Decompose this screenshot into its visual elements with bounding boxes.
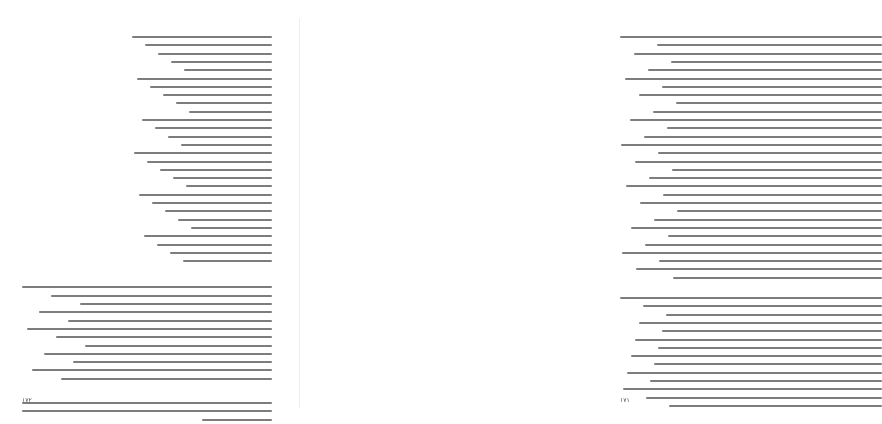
text-line [667, 127, 882, 129]
text-line [152, 202, 272, 204]
text-line [202, 419, 272, 421]
text-line [51, 295, 272, 297]
text-line [22, 402, 272, 404]
text-line [85, 345, 272, 347]
text-line [184, 69, 272, 71]
text-line [663, 194, 882, 196]
text-line [132, 36, 272, 38]
text-line [627, 372, 882, 374]
text-line [622, 252, 882, 254]
text-line [673, 277, 882, 279]
text-line [137, 78, 272, 80]
text-line [648, 69, 882, 71]
text-line [639, 322, 882, 324]
text-line [168, 136, 272, 138]
text-line [61, 378, 272, 380]
text-line [630, 119, 882, 121]
text-line [44, 353, 272, 355]
text-line [165, 210, 272, 212]
text-line [160, 169, 272, 171]
text-line [639, 94, 882, 96]
text-line [176, 102, 272, 104]
text-line [191, 227, 272, 229]
text-line [27, 328, 272, 330]
text-line [134, 152, 272, 154]
text-line [186, 185, 272, 187]
text-line [662, 86, 882, 88]
text-line [631, 355, 882, 357]
text-line [178, 219, 272, 221]
text-line [635, 161, 882, 163]
text-line [189, 111, 272, 113]
text-line [649, 177, 882, 179]
text-line [625, 78, 882, 80]
text-line [635, 339, 882, 341]
text-line [183, 260, 272, 262]
text-line [170, 252, 272, 254]
text-line [39, 311, 272, 313]
text-line [668, 235, 882, 237]
text-line [634, 53, 882, 55]
text-line [144, 235, 272, 237]
text-line [171, 61, 272, 63]
text-line [646, 397, 882, 399]
text-line [626, 185, 882, 187]
text-line [636, 268, 882, 270]
text-line [654, 363, 882, 365]
text-line [640, 202, 882, 204]
text-line [22, 410, 272, 412]
text-line [163, 94, 272, 96]
text-line [145, 44, 272, 46]
text-line [650, 380, 882, 382]
text-line [645, 244, 882, 246]
text-line [150, 86, 272, 88]
text-line [620, 36, 882, 38]
text-line [653, 111, 882, 113]
text-line [669, 405, 882, 407]
text-line [142, 119, 272, 121]
text-line [155, 127, 272, 129]
text-line [644, 136, 882, 138]
text-line [659, 260, 882, 262]
text-line [22, 286, 272, 288]
text-line [666, 314, 882, 316]
right-page [300, 0, 630, 424]
text-line [32, 369, 272, 371]
text-line [173, 177, 272, 179]
text-line [621, 144, 882, 146]
text-line [677, 210, 882, 212]
text-line [139, 194, 272, 196]
left-page [0, 0, 300, 424]
text-line [658, 347, 882, 349]
text-line [56, 336, 272, 338]
text-line [654, 219, 882, 221]
text-line [157, 244, 272, 246]
text-line [68, 320, 272, 322]
text-line [658, 152, 882, 154]
text-line [676, 102, 882, 104]
text-line [643, 305, 882, 307]
text-line [672, 169, 882, 171]
text-line [671, 61, 882, 63]
page-number-right: ۱۷۱ [620, 397, 630, 404]
text-line [147, 161, 272, 163]
text-line [73, 361, 272, 363]
text-line [620, 297, 882, 299]
text-line [657, 44, 882, 46]
text-line [631, 227, 882, 229]
text-line [662, 330, 882, 332]
text-line [80, 303, 272, 305]
text-line [623, 388, 882, 390]
gutter [299, 18, 300, 408]
text-line [181, 144, 272, 146]
text-line [158, 53, 272, 55]
page-number-left: ۱۷۲ [22, 397, 32, 404]
